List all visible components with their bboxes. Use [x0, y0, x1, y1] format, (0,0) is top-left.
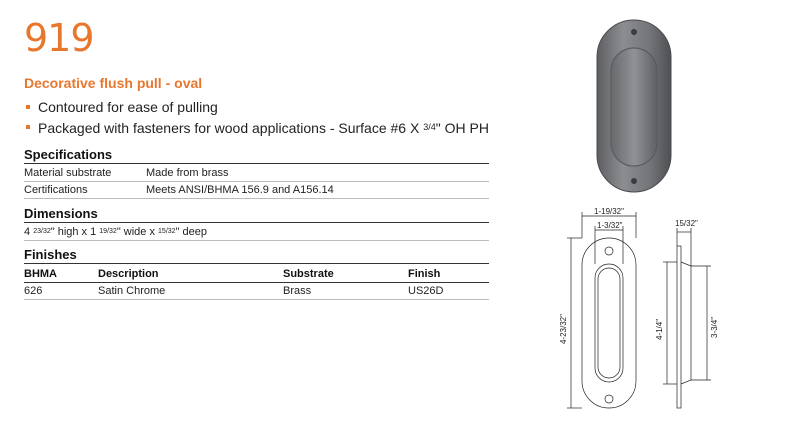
finishes-table-header — [24, 266, 489, 283]
dim-overall-height: 4-23/32" — [559, 314, 568, 344]
dim-inner-width: 1-3/32" — [597, 221, 623, 230]
col-substrate: Substrate — [283, 268, 334, 280]
dim-overall-width: 1-19/32" — [594, 207, 624, 216]
dimensions-value: 4 23/32" high x 1 19/32" wide x 15/32" deep — [24, 224, 489, 241]
col-description: Description — [98, 268, 159, 280]
feature-list — [24, 97, 489, 137]
col-bhma: BHMA — [24, 268, 57, 280]
dimensions-heading: Dimensions — [24, 206, 489, 223]
dim-depth: 15/32" — [675, 219, 698, 228]
table-row: 626 Satin Chrome Brass US26D — [24, 283, 489, 300]
finishes-heading: Finishes — [24, 247, 489, 264]
dim-inner-height: 4-1/4" — [655, 318, 664, 340]
spec-row — [24, 165, 489, 182]
specifications-heading: Specifications — [24, 147, 489, 164]
dim-recess-height: 3-3/4" — [710, 316, 719, 338]
spec-label: Certifications — [24, 184, 88, 196]
spec-value: Meets ANSI/BHMA 156.9 and A156.14 — [146, 184, 334, 196]
screw-top — [631, 29, 637, 35]
model-number: 919 — [24, 16, 94, 60]
spec-label: Material substrate — [24, 167, 112, 179]
col-finish: Finish — [408, 268, 441, 280]
product-photo — [595, 18, 675, 196]
feature-item: Contoured for ease of pulling — [24, 97, 489, 117]
spec-row — [24, 182, 489, 199]
feature-item: Packaged with fasteners for wood applications - Surface #6 X $^{3/4}$" OH PH — [24, 117, 489, 137]
screw-bottom — [631, 178, 637, 184]
product-title: Decorative flush pull - oval — [24, 75, 203, 91]
spec-value: Made from brass — [146, 167, 229, 179]
technical-drawing — [555, 204, 725, 414]
